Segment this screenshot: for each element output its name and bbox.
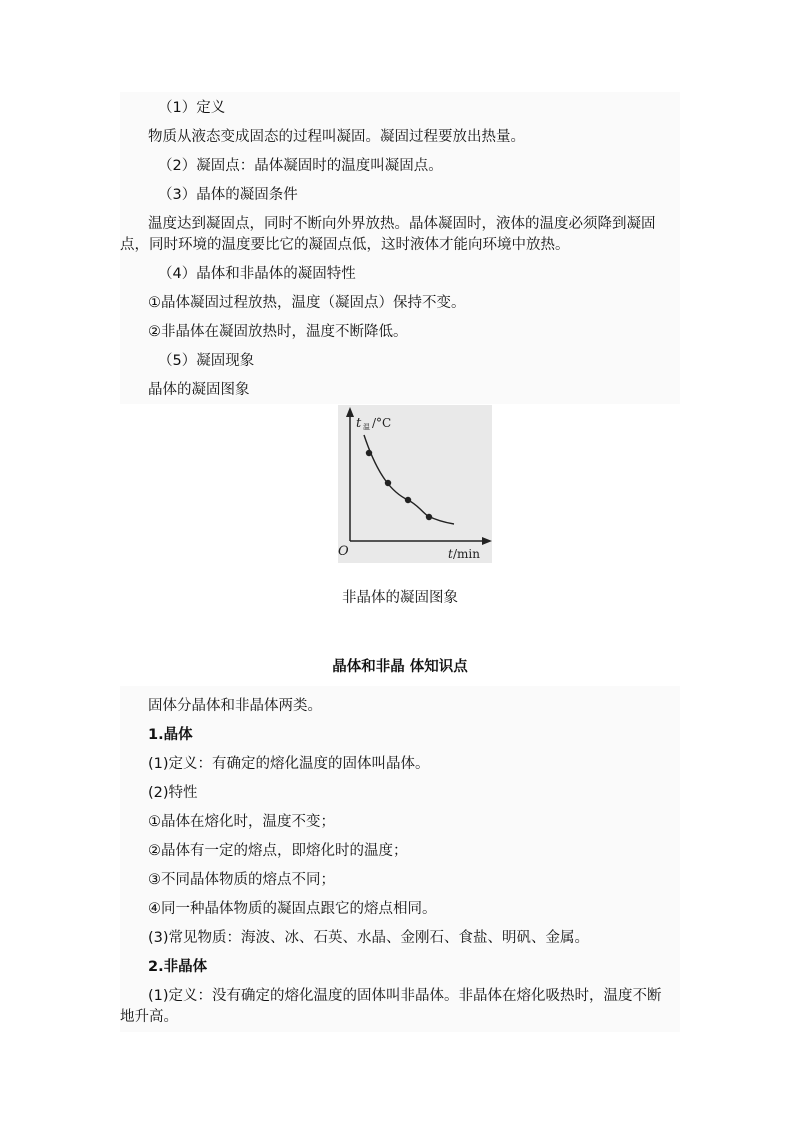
crystal-common-substances: (3)常见物质：海波、冰、石英、水晶、金刚石、食盐、明矾、金属。 [148,930,590,946]
heading-definition: （1）定义 [158,100,226,116]
curve-point [385,480,391,486]
heading-freezing-phenomena: （5）凝固现象 [158,353,255,369]
heading-crystal-condition: （3）晶体的凝固条件 [158,187,298,203]
crystal-feature-3: ③不同晶体物质的熔点不同； [148,872,335,888]
y-axis-label-sub: 温 [363,423,370,431]
paragraph-definition: 物质从液态变成固态的过程叫凝固。凝固过程要放出热量。 [148,129,525,145]
paragraph-intro: 固体分晶体和非晶体两类。 [148,698,322,714]
crystal-feature-2: ②晶体有一定的熔点，即熔化时的温度； [148,843,408,859]
y-axis-label-t: t [356,416,362,431]
x-axis-label-t: t [448,547,453,561]
origin-label: O [338,544,349,559]
freezing-graph-figure [338,405,492,563]
cooling-curve [364,435,454,524]
curve-point [366,450,372,456]
crystal-feature-1: ①晶体在熔化时，温度不变； [148,814,335,830]
curve-point [405,497,411,503]
label-crystal-graph: 晶体的凝固图象 [148,382,250,398]
list-item-amorphous: ②非晶体在凝固放热时，温度不断降低。 [148,324,408,340]
crystal-feature-4: ④同一种晶体物质的凝固点跟它的熔点相同。 [148,901,437,917]
amorphous-definition: (1)定义：没有确定的熔化温度的固体叫非晶体。非晶体在熔化吸热时，温度不断地升高。 [120,988,662,1025]
freezing-graph [338,405,492,563]
heading-crystal: 1.晶体 [148,727,193,743]
paragraph-crystal-condition: 温度达到凝固点，同时不断向外界放热。晶体凝固时，液体的温度必须降到凝固点，同时环境的温度要比它的凝固点低，这时液体才能向环境中放热。 [120,216,656,253]
section-title: 晶体和非晶 体知识点 [332,659,468,675]
y-axis-label-unit: /°C [372,416,392,430]
x-axis-label-unit: /min [453,547,480,561]
list-item-crystal: ①晶体凝固过程放热，温度（凝固点）保持不变。 [148,295,466,311]
heading-freezing-characteristics: （4）晶体和非晶体的凝固特性 [158,266,356,282]
figure-caption: 非晶体的凝固图象 [342,590,458,606]
heading-freezing-point: （2）凝固点：晶体凝固时的温度叫凝固点。 [158,158,443,174]
crystal-features-heading: (2)特性 [148,785,198,801]
crystal-definition: (1)定义：有确定的熔化温度的固体叫晶体。 [148,756,430,772]
y-axis-arrow [346,407,354,417]
x-axis-arrow [482,537,492,545]
curve-point [426,514,432,520]
heading-amorphous: 2.非晶体 [148,959,208,975]
